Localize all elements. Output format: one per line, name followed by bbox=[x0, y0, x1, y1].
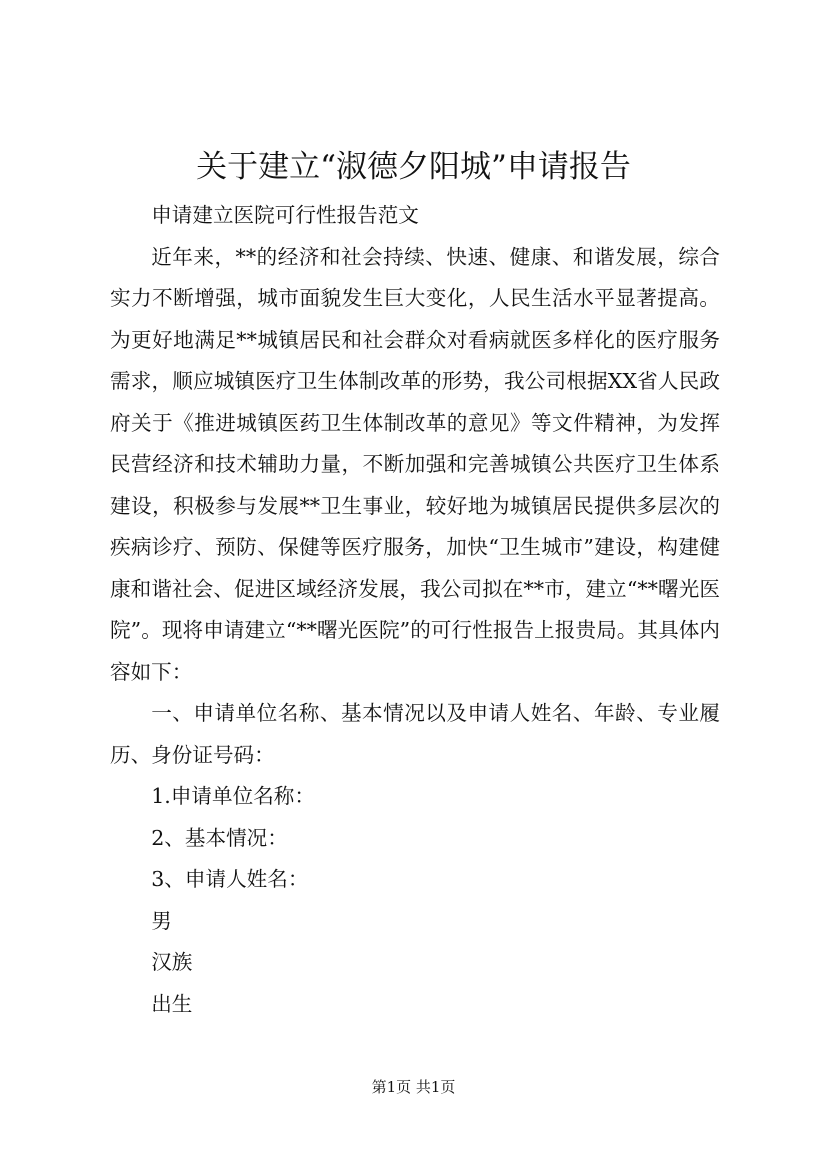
list-item-ethnicity: 汉族 bbox=[151, 950, 193, 974]
page-number-footer: 第1页 共1页 bbox=[371, 1078, 456, 1096]
list-item-unit-name: 1.申请单位名称： bbox=[151, 784, 315, 808]
document-subtitle: 申请建立医院可行性报告范文 bbox=[151, 203, 419, 227]
list-item-applicant-name: 3、申请人姓名： bbox=[151, 867, 309, 891]
list-item-basic-info: 2、基本情况： bbox=[151, 825, 288, 850]
paragraph-intro: 近年来，**的经济和社会持续、快速、健康、和谐发展，综合实力不断增强，城市面貌发生巨大变化，人民生活水平显著提高。为更好地满足**城镇居民和社会群众对看病就医多样化的医疗服务需求，顺应城镇医疗卫生体制改革的形势，我公司根据XX省人民政府关于《推进城镇医药卫生体制改革的意见》等文件精神，为发挥民营经济和技术辅助力量，不断加强和完善城镇公共医疗卫生体系建设，积极参与发展**卫生事业，较好地为城镇居民提供多层次的疾病诊疗、预防、保健等医疗服务，加快“卫生城市”建设，构建健康和谐社会、促进区域经济发展，我公司拟在**市，建立“**曙光医院”。现将申请建立“**曙光医院”的可行性报告上报贵局。其具体内容如下： bbox=[110, 244, 720, 684]
list-item-birth: 出生 bbox=[151, 991, 193, 1016]
list-item-gender: 男 bbox=[151, 908, 172, 933]
document-body bbox=[110, 195, 720, 1025]
document-title: 关于建立“淑德夕阳城”申请报告 bbox=[196, 149, 631, 185]
paragraph-section-one: 一、申请单位名称、基本情况以及申请人姓名、年龄、专业履历、身份证号码： bbox=[110, 701, 720, 767]
